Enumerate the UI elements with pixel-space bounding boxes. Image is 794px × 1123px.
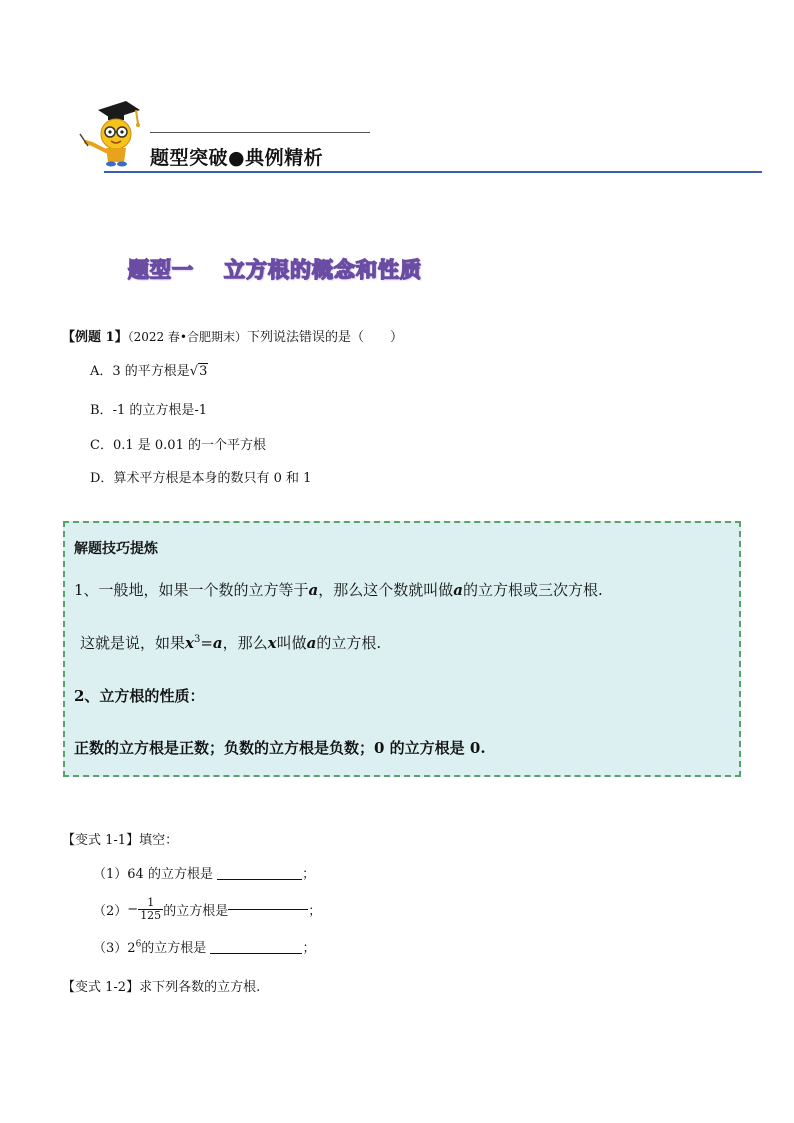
- example-question-text: 下列说法错误的是（ ）: [247, 330, 404, 345]
- sqrt-symbol: √3: [189, 364, 208, 379]
- option-d: D．算术平方根是本身的数只有 0 和 1: [90, 471, 312, 486]
- variant-1-1-text: 填空：: [139, 833, 179, 848]
- tips-line-1: 1、一般地，如果一个数的立方等于a，那么这个数就叫做a的立方根或三次方根.: [74, 581, 603, 599]
- tips-title: 解题技巧提炼: [74, 541, 158, 557]
- tips-line-3: 2、立方根的性质：: [74, 687, 205, 705]
- header-underline-bar: [104, 171, 762, 173]
- section-heading: [128, 254, 422, 284]
- variant-1-1: [62, 829, 178, 848]
- tips-line-4: 正数的立方根是正数；负数的立方根是负数；0 的立方根是 0.: [74, 739, 486, 757]
- answer-blank-3[interactable]: [210, 953, 302, 954]
- variant-1-1-label: 【变式 1-1】: [62, 833, 140, 848]
- variant-1-2-text: 求下列各数的立方根.: [139, 980, 261, 995]
- variant-1-1-item-1: （1）64 的立方根是 ；: [93, 867, 316, 882]
- variant-1-2-label: 【变式 1-2】: [62, 980, 140, 995]
- answer-blank-2[interactable]: [228, 909, 308, 910]
- answer-blank-1[interactable]: [217, 879, 302, 880]
- example-question: [62, 326, 403, 345]
- variant-1-2: [62, 976, 260, 995]
- variant-1-1-item-3: $(3)2^6$的立方根是 ；: [93, 939, 316, 956]
- tips-line-2: 这就是说，如果$x^3=a$，那么x叫做a的立方根.: [80, 634, 382, 652]
- option-a: A．3 的平方根是√3: [90, 364, 208, 379]
- section-heading-number: 题型一: [128, 258, 194, 282]
- mascot-graduate-icon: [78, 98, 144, 168]
- example-source: （2022 春•合肥期末）: [127, 330, 248, 344]
- variant-1-1-item-2: （2） − $\frac{1}{125}$ 的立方根是 ；: [93, 895, 322, 922]
- fraction: $\frac{1}{125}$: [140, 895, 162, 922]
- header-divider-line: [150, 132, 370, 133]
- option-c: C．0.1 是 0.01 的一个平方根: [90, 438, 266, 453]
- example-label: 【例题 1】: [62, 330, 128, 345]
- header-title: 题型突破●典例精析: [150, 147, 324, 169]
- section-heading-title: 立方根的概念和性质: [224, 258, 422, 282]
- option-b: B．-1 的立方根是-1: [90, 403, 208, 418]
